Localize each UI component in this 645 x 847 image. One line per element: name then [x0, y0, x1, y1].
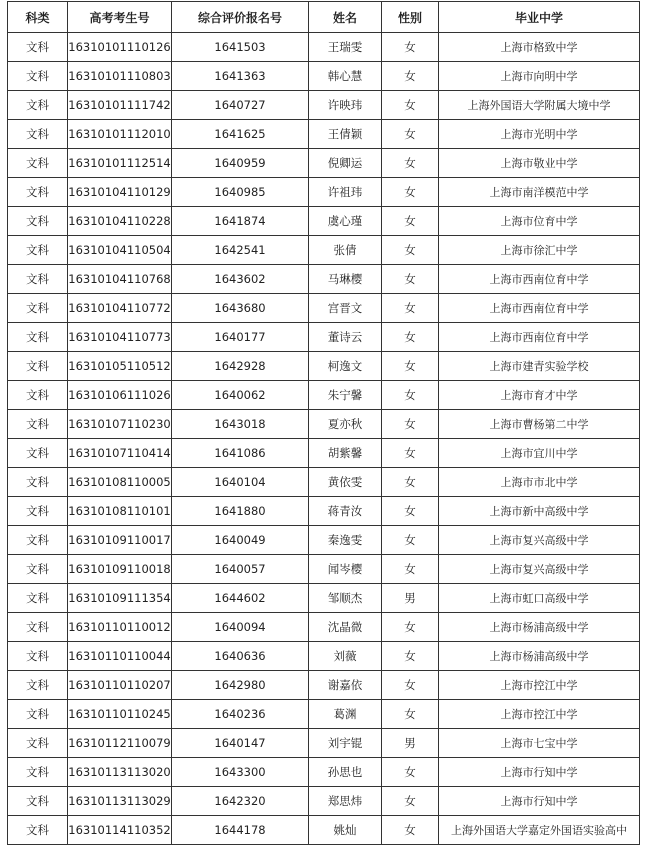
cell-exam-number: 16310101110126	[68, 33, 172, 62]
cell-name: 秦逸雯	[309, 526, 382, 555]
table-row	[8, 787, 640, 816]
cell-subject-type: 文科	[8, 613, 68, 642]
cell-subject-type: 文科	[8, 381, 68, 410]
header-exam-number: 高考考生号	[68, 2, 172, 33]
cell-subject-type: 文科	[8, 671, 68, 700]
cell-exam-number: 16310104110768	[68, 265, 172, 294]
cell-name: 沈晶微	[309, 613, 382, 642]
cell-gender: 女	[382, 700, 439, 729]
cell-gender: 女	[382, 613, 439, 642]
cell-exam-number: 16310110110245	[68, 700, 172, 729]
cell-exam-number: 16310110110207	[68, 671, 172, 700]
table-row	[8, 671, 640, 700]
cell-registration-number: 1640147	[172, 729, 309, 758]
table-row	[8, 265, 640, 294]
cell-school: 上海市敬业中学	[439, 149, 640, 178]
cell-school: 上海市复兴高级中学	[439, 555, 640, 584]
cell-name: 姚灿	[309, 816, 382, 845]
cell-gender: 女	[382, 323, 439, 352]
header-school: 毕业中学	[439, 2, 640, 33]
cell-gender: 女	[382, 526, 439, 555]
cell-registration-number: 1644178	[172, 816, 309, 845]
cell-school: 上海市杨浦高级中学	[439, 613, 640, 642]
cell-school: 上海市格致中学	[439, 33, 640, 62]
cell-name: 虞心瑾	[309, 207, 382, 236]
cell-name: 倪卿运	[309, 149, 382, 178]
cell-exam-number: 16310109111354	[68, 584, 172, 613]
cell-gender: 女	[382, 381, 439, 410]
cell-gender: 女	[382, 758, 439, 787]
table-row	[8, 642, 640, 671]
cell-name: 王倩颖	[309, 120, 382, 149]
cell-registration-number: 1642541	[172, 236, 309, 265]
cell-subject-type: 文科	[8, 642, 68, 671]
cell-name: 刘宇锟	[309, 729, 382, 758]
cell-school: 上海市控江中学	[439, 700, 640, 729]
cell-name: 宫晋文	[309, 294, 382, 323]
cell-school: 上海市南洋模范中学	[439, 178, 640, 207]
cell-registration-number: 1642980	[172, 671, 309, 700]
cell-name: 朱宁馨	[309, 381, 382, 410]
cell-school: 上海市位育中学	[439, 207, 640, 236]
cell-gender: 女	[382, 439, 439, 468]
cell-subject-type: 文科	[8, 816, 68, 845]
cell-school: 上海市虹口高级中学	[439, 584, 640, 613]
table-row	[8, 555, 640, 584]
cell-school: 上海市七宝中学	[439, 729, 640, 758]
cell-gender: 女	[382, 62, 439, 91]
cell-subject-type: 文科	[8, 265, 68, 294]
cell-name: 邹顺杰	[309, 584, 382, 613]
cell-gender: 女	[382, 642, 439, 671]
cell-school: 上海市杨浦高级中学	[439, 642, 640, 671]
cell-school: 上海市宜川中学	[439, 439, 640, 468]
cell-registration-number: 1640727	[172, 91, 309, 120]
cell-gender: 女	[382, 120, 439, 149]
cell-gender: 男	[382, 729, 439, 758]
header-gender: 性别	[382, 2, 439, 33]
cell-gender: 女	[382, 787, 439, 816]
cell-school: 上海市西南位育中学	[439, 294, 640, 323]
cell-subject-type: 文科	[8, 33, 68, 62]
cell-subject-type: 文科	[8, 236, 68, 265]
cell-gender: 女	[382, 294, 439, 323]
cell-school: 上海市控江中学	[439, 671, 640, 700]
table-row	[8, 62, 640, 91]
cell-gender: 女	[382, 352, 439, 381]
cell-exam-number: 16310107110230	[68, 410, 172, 439]
cell-registration-number: 1640062	[172, 381, 309, 410]
table-row	[8, 410, 640, 439]
header-name: 姓名	[309, 2, 382, 33]
cell-school: 上海市育才中学	[439, 381, 640, 410]
cell-registration-number: 1643680	[172, 294, 309, 323]
cell-school: 上海市新中高级中学	[439, 497, 640, 526]
cell-exam-number: 16310108110101	[68, 497, 172, 526]
cell-subject-type: 文科	[8, 758, 68, 787]
cell-school: 上海市西南位育中学	[439, 323, 640, 352]
cell-gender: 女	[382, 236, 439, 265]
cell-gender: 女	[382, 91, 439, 120]
cell-subject-type: 文科	[8, 584, 68, 613]
table-row	[8, 236, 640, 265]
cell-exam-number: 16310114110352	[68, 816, 172, 845]
cell-name: 黄依雯	[309, 468, 382, 497]
cell-subject-type: 文科	[8, 120, 68, 149]
cell-exam-number: 16310106111026	[68, 381, 172, 410]
cell-gender: 女	[382, 468, 439, 497]
cell-registration-number: 1643602	[172, 265, 309, 294]
table-row	[8, 33, 640, 62]
cell-gender: 女	[382, 671, 439, 700]
cell-name: 葛渊	[309, 700, 382, 729]
cell-subject-type: 文科	[8, 439, 68, 468]
cell-subject-type: 文科	[8, 729, 68, 758]
cell-subject-type: 文科	[8, 178, 68, 207]
table-row	[8, 613, 640, 642]
cell-school: 上海市复兴高级中学	[439, 526, 640, 555]
cell-exam-number: 16310113113029	[68, 787, 172, 816]
cell-name: 董诗云	[309, 323, 382, 352]
cell-exam-number: 16310104110129	[68, 178, 172, 207]
cell-exam-number: 16310104110773	[68, 323, 172, 352]
cell-subject-type: 文科	[8, 323, 68, 352]
cell-name: 谢嘉依	[309, 671, 382, 700]
cell-exam-number: 16310109110018	[68, 555, 172, 584]
cell-gender: 女	[382, 207, 439, 236]
cell-name: 蒋青汝	[309, 497, 382, 526]
cell-gender: 女	[382, 555, 439, 584]
cell-exam-number: 16310108110005	[68, 468, 172, 497]
cell-name: 许映玮	[309, 91, 382, 120]
table-row	[8, 352, 640, 381]
table-row	[8, 381, 640, 410]
cell-subject-type: 文科	[8, 352, 68, 381]
cell-subject-type: 文科	[8, 700, 68, 729]
cell-registration-number: 1642928	[172, 352, 309, 381]
table-row	[8, 207, 640, 236]
cell-registration-number: 1640177	[172, 323, 309, 352]
cell-school: 上海市行知中学	[439, 787, 640, 816]
cell-subject-type: 文科	[8, 149, 68, 178]
table-row	[8, 468, 640, 497]
cell-subject-type: 文科	[8, 294, 68, 323]
cell-exam-number: 16310101112514	[68, 149, 172, 178]
header-registration-number: 综合评价报名号	[172, 2, 309, 33]
table-row	[8, 323, 640, 352]
cell-exam-number: 16310113113020	[68, 758, 172, 787]
cell-gender: 女	[382, 497, 439, 526]
table-row	[8, 439, 640, 468]
cell-school: 上海市向明中学	[439, 62, 640, 91]
cell-subject-type: 文科	[8, 91, 68, 120]
table-row	[8, 149, 640, 178]
cell-name: 韩心慧	[309, 62, 382, 91]
cell-registration-number: 1640236	[172, 700, 309, 729]
cell-registration-number: 1644602	[172, 584, 309, 613]
cell-registration-number: 1640049	[172, 526, 309, 555]
cell-subject-type: 文科	[8, 526, 68, 555]
cell-registration-number: 1640057	[172, 555, 309, 584]
cell-exam-number: 16310104110504	[68, 236, 172, 265]
cell-subject-type: 文科	[8, 207, 68, 236]
table-row	[8, 526, 640, 555]
cell-registration-number: 1643300	[172, 758, 309, 787]
cell-exam-number: 16310110110012	[68, 613, 172, 642]
cell-name: 刘薇	[309, 642, 382, 671]
cell-school: 上海市市北中学	[439, 468, 640, 497]
table-row	[8, 816, 640, 845]
cell-exam-number: 16310105110512	[68, 352, 172, 381]
cell-subject-type: 文科	[8, 497, 68, 526]
cell-registration-number: 1641086	[172, 439, 309, 468]
cell-registration-number: 1640959	[172, 149, 309, 178]
cell-name: 张倩	[309, 236, 382, 265]
cell-name: 许祖玮	[309, 178, 382, 207]
cell-exam-number: 16310107110414	[68, 439, 172, 468]
table-row	[8, 700, 640, 729]
cell-subject-type: 文科	[8, 410, 68, 439]
cell-exam-number: 16310110110044	[68, 642, 172, 671]
cell-school: 上海外国语大学嘉定外国语实验高中	[439, 816, 640, 845]
cell-subject-type: 文科	[8, 787, 68, 816]
table-row	[8, 120, 640, 149]
cell-exam-number: 16310101112010	[68, 120, 172, 149]
table-row	[8, 497, 640, 526]
table-row	[8, 294, 640, 323]
cell-exam-number: 16310101110803	[68, 62, 172, 91]
cell-gender: 女	[382, 149, 439, 178]
admission-table	[7, 1, 640, 845]
cell-registration-number: 1640094	[172, 613, 309, 642]
cell-registration-number: 1641880	[172, 497, 309, 526]
cell-subject-type: 文科	[8, 555, 68, 584]
cell-subject-type: 文科	[8, 62, 68, 91]
table-row	[8, 91, 640, 120]
cell-gender: 男	[382, 584, 439, 613]
cell-name: 柯逸文	[309, 352, 382, 381]
cell-school: 上海市西南位育中学	[439, 265, 640, 294]
cell-registration-number: 1642320	[172, 787, 309, 816]
cell-name: 闻岑樱	[309, 555, 382, 584]
cell-name: 胡紫馨	[309, 439, 382, 468]
cell-exam-number: 16310101111742	[68, 91, 172, 120]
cell-school: 上海市徐汇中学	[439, 236, 640, 265]
cell-exam-number: 16310104110772	[68, 294, 172, 323]
table-row	[8, 178, 640, 207]
cell-school: 上海外国语大学附属大境中学	[439, 91, 640, 120]
cell-school: 上海市曹杨第二中学	[439, 410, 640, 439]
cell-registration-number: 1641503	[172, 33, 309, 62]
cell-gender: 女	[382, 178, 439, 207]
cell-exam-number: 16310112110079	[68, 729, 172, 758]
cell-gender: 女	[382, 265, 439, 294]
cell-school: 上海市行知中学	[439, 758, 640, 787]
cell-school: 上海市建青实验学校	[439, 352, 640, 381]
table-row	[8, 729, 640, 758]
cell-gender: 女	[382, 410, 439, 439]
cell-registration-number: 1640104	[172, 468, 309, 497]
cell-school: 上海市光明中学	[439, 120, 640, 149]
cell-registration-number: 1643018	[172, 410, 309, 439]
header-subject-type: 科类	[8, 2, 68, 33]
cell-gender: 女	[382, 33, 439, 62]
cell-name: 孙思也	[309, 758, 382, 787]
table-row	[8, 584, 640, 613]
cell-registration-number: 1641874	[172, 207, 309, 236]
table-row	[8, 758, 640, 787]
cell-registration-number: 1640985	[172, 178, 309, 207]
cell-registration-number: 1641625	[172, 120, 309, 149]
cell-exam-number: 16310109110017	[68, 526, 172, 555]
cell-name: 王瑞雯	[309, 33, 382, 62]
cell-subject-type: 文科	[8, 468, 68, 497]
cell-registration-number: 1640636	[172, 642, 309, 671]
header-row	[8, 2, 640, 33]
cell-registration-number: 1641363	[172, 62, 309, 91]
cell-gender: 女	[382, 816, 439, 845]
cell-name: 马琳樱	[309, 265, 382, 294]
cell-name: 夏亦秋	[309, 410, 382, 439]
cell-exam-number: 16310104110228	[68, 207, 172, 236]
cell-name: 郑思炜	[309, 787, 382, 816]
